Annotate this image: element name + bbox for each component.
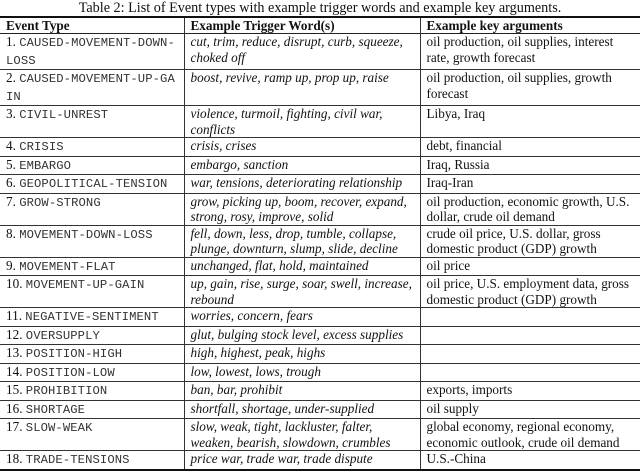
event-type-label: TRADE-TENSIONS <box>25 453 130 467</box>
event-type-label: CAUSED-MOVEMENT-UP-GAIN <box>6 72 175 104</box>
trigger-words-cell: war, tensions, deteriorating relationship <box>184 175 420 194</box>
event-number: 10. <box>6 276 23 291</box>
table-row <box>0 34 640 70</box>
key-arguments-cell: oil price, U.S. employment data, gross domestic product (GDP) growth <box>420 276 640 308</box>
column-header-event-type: Event Type <box>6 18 70 33</box>
trigger-words-cell: grow, picking up, boom, recover, expand, strong, rosy, improve, solid <box>184 193 420 225</box>
event-type-label: SLOW-WEAK <box>25 421 93 435</box>
event-number: 2. <box>6 70 16 85</box>
trigger-words-cell: up, gain, rise, surge, soar, swell, increase, rebound <box>184 276 420 308</box>
key-arguments-cell: U.S.-China <box>420 451 640 470</box>
event-type-cell <box>0 451 184 470</box>
table-row <box>0 451 640 470</box>
table-row <box>0 308 640 327</box>
table-row <box>0 156 640 175</box>
event-type-cell <box>0 382 184 401</box>
event-type-label: EMBARGO <box>19 158 72 173</box>
trigger-words-cell: embargo, sanction <box>184 156 420 175</box>
trigger-words-cell: low, lowest, lows, trough <box>184 363 420 382</box>
event-type-cell <box>0 138 184 157</box>
table-row <box>0 400 640 419</box>
event-number: 1. <box>6 34 16 49</box>
table-row <box>0 175 640 194</box>
event-number: 4. <box>6 138 16 153</box>
key-arguments-cell <box>420 308 640 327</box>
table-caption: Table 2: List of Event types with example trigger words and example key arguments. <box>78 0 562 16</box>
event-number: 11. <box>6 308 22 323</box>
table-row <box>0 363 640 382</box>
event-type-label: GROW-STRONG <box>19 195 101 210</box>
key-arguments-cell: oil production, economic growth, U.S. dollar, crude oil demand <box>420 193 640 225</box>
key-arguments-cell: oil price <box>420 257 640 276</box>
event-number: 12. <box>6 326 23 342</box>
event-type-cell <box>0 70 184 106</box>
table-row <box>0 326 640 345</box>
trigger-words-cell: glut, bulging stock level, excess supplies <box>184 326 420 345</box>
key-arguments-cell: exports, imports <box>420 382 640 401</box>
key-arguments-cell <box>420 363 640 382</box>
table-row <box>0 70 640 106</box>
event-type-cell <box>0 363 184 382</box>
event-type-label: MOVEMENT-UP-GAIN <box>25 278 145 292</box>
event-number: 3. <box>6 106 16 121</box>
trigger-words-cell: crisis, crises <box>184 138 420 157</box>
table-header-row <box>0 17 640 34</box>
key-arguments-cell: oil production, oil supplies, growth forecast <box>420 70 640 106</box>
event-type-label: MOVEMENT-FLAT <box>19 259 116 274</box>
key-arguments-cell <box>420 345 640 364</box>
trigger-words-cell: worries, concern, fears <box>184 308 420 327</box>
event-number: 14. <box>6 363 23 379</box>
trigger-words-cell: price war, trade war, trade dispute <box>184 451 420 470</box>
trigger-words-cell: slow, weak, tight, lackluster, falter, weaken, bearish, slowdown, crumbles <box>184 419 420 451</box>
trigger-words-cell: shortfall, shortage, under-supplied <box>184 400 420 419</box>
event-type-label: NEGATIVE-SENTIMENT <box>25 310 159 324</box>
event-type-cell <box>0 345 184 364</box>
key-arguments-cell: Iraq-Iran <box>420 175 640 194</box>
table-row <box>0 382 640 401</box>
column-header-key-arguments: Example key arguments <box>420 17 640 34</box>
event-type-label: MOVEMENT-DOWN-LOSS <box>19 227 153 242</box>
event-type-label: PROHIBITION <box>25 384 108 398</box>
event-type-label: POSITION-HIGH <box>25 347 123 361</box>
event-number: 15. <box>6 382 23 397</box>
event-number: 16. <box>6 400 23 416</box>
key-arguments-cell: oil production, oil supplies, interest rate, growth forecast <box>420 34 640 70</box>
trigger-words-cell: boost, revive, ramp up, prop up, raise <box>184 70 420 106</box>
event-number: 9. <box>6 257 16 273</box>
event-type-label: GEOPOLITICAL-TENSION <box>19 177 168 191</box>
event-number: 18. <box>6 451 23 466</box>
table-row <box>0 419 640 451</box>
event-types-table <box>0 16 640 471</box>
trigger-words-cell: unchanged, flat, hold, maintained <box>184 257 420 276</box>
event-number: 6. <box>6 175 16 190</box>
event-type-label: SHORTAGE <box>25 402 86 417</box>
table-row <box>0 106 640 138</box>
key-arguments-cell <box>420 326 640 345</box>
event-type-cell <box>0 34 184 70</box>
event-type-cell <box>0 156 184 175</box>
event-type-label: POSITION-LOW <box>25 365 115 380</box>
column-header-trigger-words: Example Trigger Word(s) <box>184 17 420 34</box>
event-type-cell <box>0 106 184 138</box>
table-row <box>0 225 640 257</box>
table-row <box>0 138 640 157</box>
trigger-words-cell: fell, down, less, drop, tumble, collapse, plunge, downturn, slump, slide, decline <box>184 225 420 257</box>
event-number: 13. <box>6 345 23 360</box>
trigger-words-cell: cut, trim, reduce, disrupt, curb, squeeze, choked off <box>184 34 420 70</box>
event-type-cell <box>0 276 184 308</box>
trigger-words-cell: violence, turmoil, fighting, civil war, conflicts <box>184 106 420 138</box>
event-type-cell <box>0 308 184 327</box>
event-type-cell <box>0 419 184 451</box>
table-row <box>0 276 640 308</box>
event-type-label: CIVIL-UNREST <box>19 108 109 122</box>
table-row <box>0 257 640 276</box>
event-type-cell <box>0 225 184 257</box>
key-arguments-cell: crude oil price, U.S. dollar, gross domestic product (GDP) growth <box>420 225 640 257</box>
trigger-words-cell: ban, bar, prohibit <box>184 382 420 401</box>
key-arguments-cell: debt, financial <box>420 138 640 157</box>
event-type-label: OVERSUPPLY <box>25 328 100 343</box>
event-type-cell <box>0 257 184 276</box>
key-arguments-cell: Iraq, Russia <box>420 156 640 175</box>
key-arguments-cell: Libya, Iraq <box>420 106 640 138</box>
event-type-cell <box>0 400 184 419</box>
key-arguments-cell: oil supply <box>420 400 640 419</box>
event-type-cell <box>0 326 184 345</box>
table-row <box>0 345 640 364</box>
event-number: 5. <box>6 156 16 172</box>
event-type-label: CRISIS <box>19 140 64 154</box>
table-row <box>0 193 640 225</box>
event-type-cell <box>0 193 184 225</box>
trigger-words-cell: high, highest, peak, highs <box>184 345 420 364</box>
event-number: 7. <box>6 193 16 209</box>
key-arguments-cell: global economy, regional economy, economic outlook, crude oil demand <box>420 419 640 451</box>
event-type-label: CAUSED-MOVEMENT-DOWN-LOSS <box>6 36 175 68</box>
event-type-cell <box>0 175 184 194</box>
event-number: 8. <box>6 225 16 241</box>
event-number: 17. <box>6 419 23 434</box>
